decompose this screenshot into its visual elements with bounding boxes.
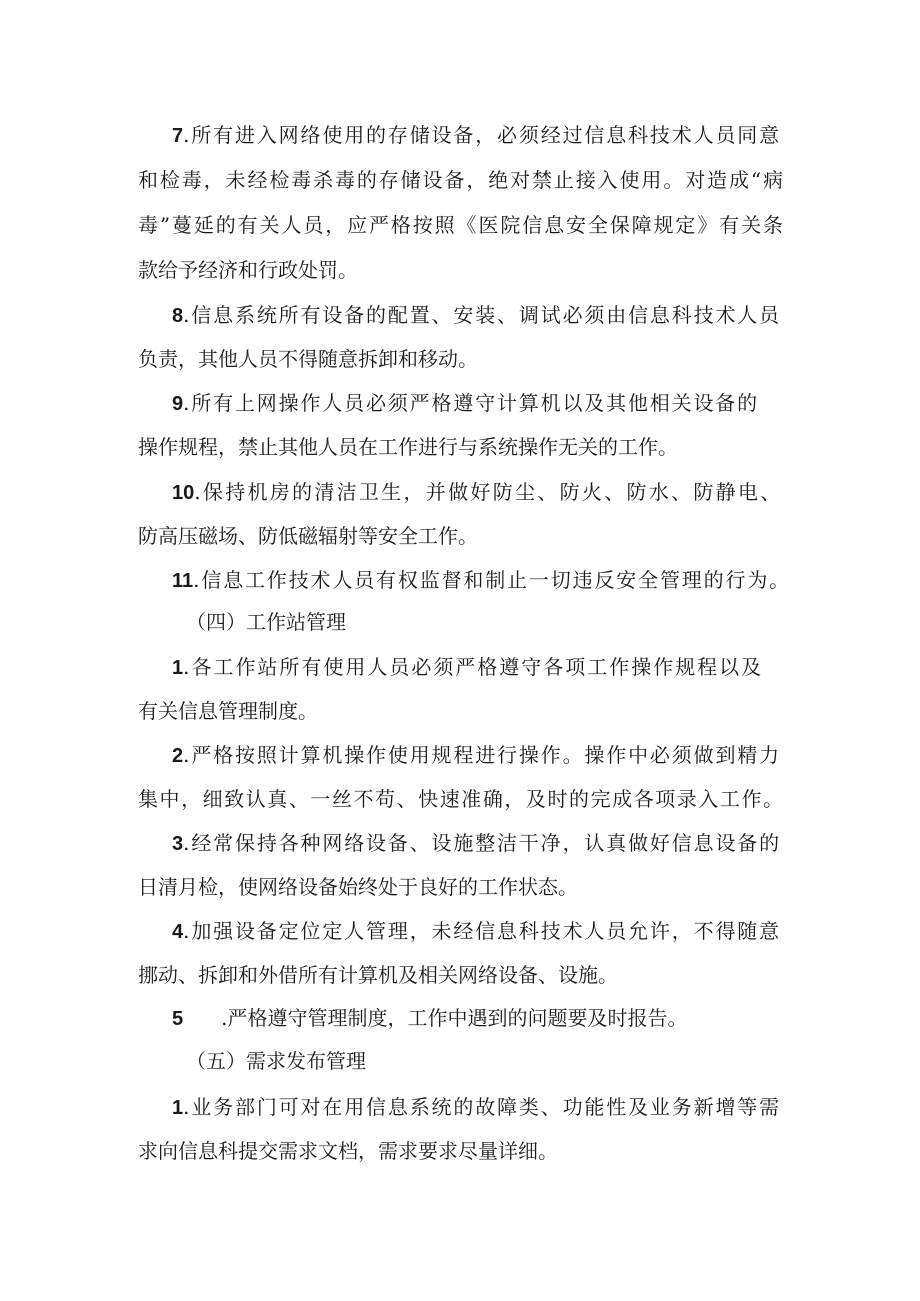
ws-paragraph-1-line-2: 有关信息管理制度。 (138, 699, 318, 723)
ws-paragraph-3-line-1: 3.经常保持各种网络设备、设施整洁干净，认真做好信息设备的 (172, 831, 780, 855)
paragraph-11-line-1: 11.信息工作技术人员有权监督和制止一切违反安全管理的行为。 (172, 568, 790, 592)
req-paragraph-1-line-2: 求向信息科提交需求文档，需求要求尽量详细。 (138, 1139, 558, 1163)
req-paragraph-1-line-1: 1.业务部门可对在用信息系统的故障类、功能性及业务新增等需 (172, 1095, 780, 1119)
paragraph-10-line-2: 防高压磁场、防低磁辐射等安全工作。 (138, 524, 478, 548)
item-number: 10 (172, 482, 195, 504)
item-number: 8 (172, 305, 184, 327)
item-number: 5 (172, 1008, 184, 1030)
paragraph-8-line-2: 负责，其他人员不得随意拆卸和移动。 (138, 347, 478, 371)
section-heading-requirements: （五）需求发布管理 (186, 1049, 366, 1073)
paragraph-9-line-1: 9.所有上网操作人员必须严格遵守计算机以及其他相关设备的 (172, 391, 758, 415)
paragraph-10-line-1: 10.保持机房的清洁卫生，并做好防尘、防火、防水、防静电、 (172, 480, 781, 504)
item-number: 7 (172, 125, 184, 147)
ws-paragraph-4-line-2: 挪动、拆卸和外借所有计算机及相关网络设备、设施。 (138, 963, 618, 987)
paragraph-7-line-3: 毒”蔓延的有关人员，应严格按照《医院信息安全保障规定》有关条 (138, 213, 783, 237)
section-heading-workstation: （四）工作站管理 (186, 610, 346, 634)
item-number: 2 (172, 745, 184, 767)
ws-paragraph-5-line-1: 5 .严格遵守管理制度，工作中遇到的问题要及时报告。 (172, 1006, 688, 1030)
item-number: 11 (172, 570, 194, 592)
paragraph-7-line-4: 款给予经济和行政处罚。 (138, 258, 358, 282)
item-number: 9 (172, 393, 184, 415)
ws-paragraph-1-line-1: 1.各工作站所有使用人员必须严格遵守各项工作操作规程以及 (172, 655, 762, 679)
ws-paragraph-3-line-2: 日清月检，使网络设备始终处于良好的工作状态。 (138, 875, 578, 899)
item-number: 1 (172, 1097, 184, 1119)
paragraph-8-line-1: 8.信息系统所有设备的配置、安装、调试必须由信息科技术人员 (172, 303, 780, 327)
item-number: 3 (172, 833, 184, 855)
ws-paragraph-2-line-2: 集中，细致认真、一丝不苟、快速准确，及时的完成各项录入工作。 (138, 787, 783, 811)
ws-paragraph-2-line-1: 2.严格按照计算机操作使用规程进行操作。操作中必须做到精力 (172, 743, 780, 767)
item-number: 4 (172, 921, 184, 943)
paragraph-7-line-2: 和检毒，未经检毒杀毒的存储设备，绝对禁止接入使用。对造成“病 (138, 168, 783, 192)
paragraph-9-line-2: 操作规程，禁止其他人员在工作进行与系统操作无关的工作。 (138, 435, 678, 459)
paragraph-7-line-1: 7.所有进入网络使用的存储设备，必须经过信息科技术人员同意 (172, 123, 780, 147)
ws-paragraph-4-line-1: 4.加强设备定位定人管理，未经信息科技术人员允许，不得随意 (172, 919, 780, 943)
item-number: 1 (172, 657, 184, 679)
